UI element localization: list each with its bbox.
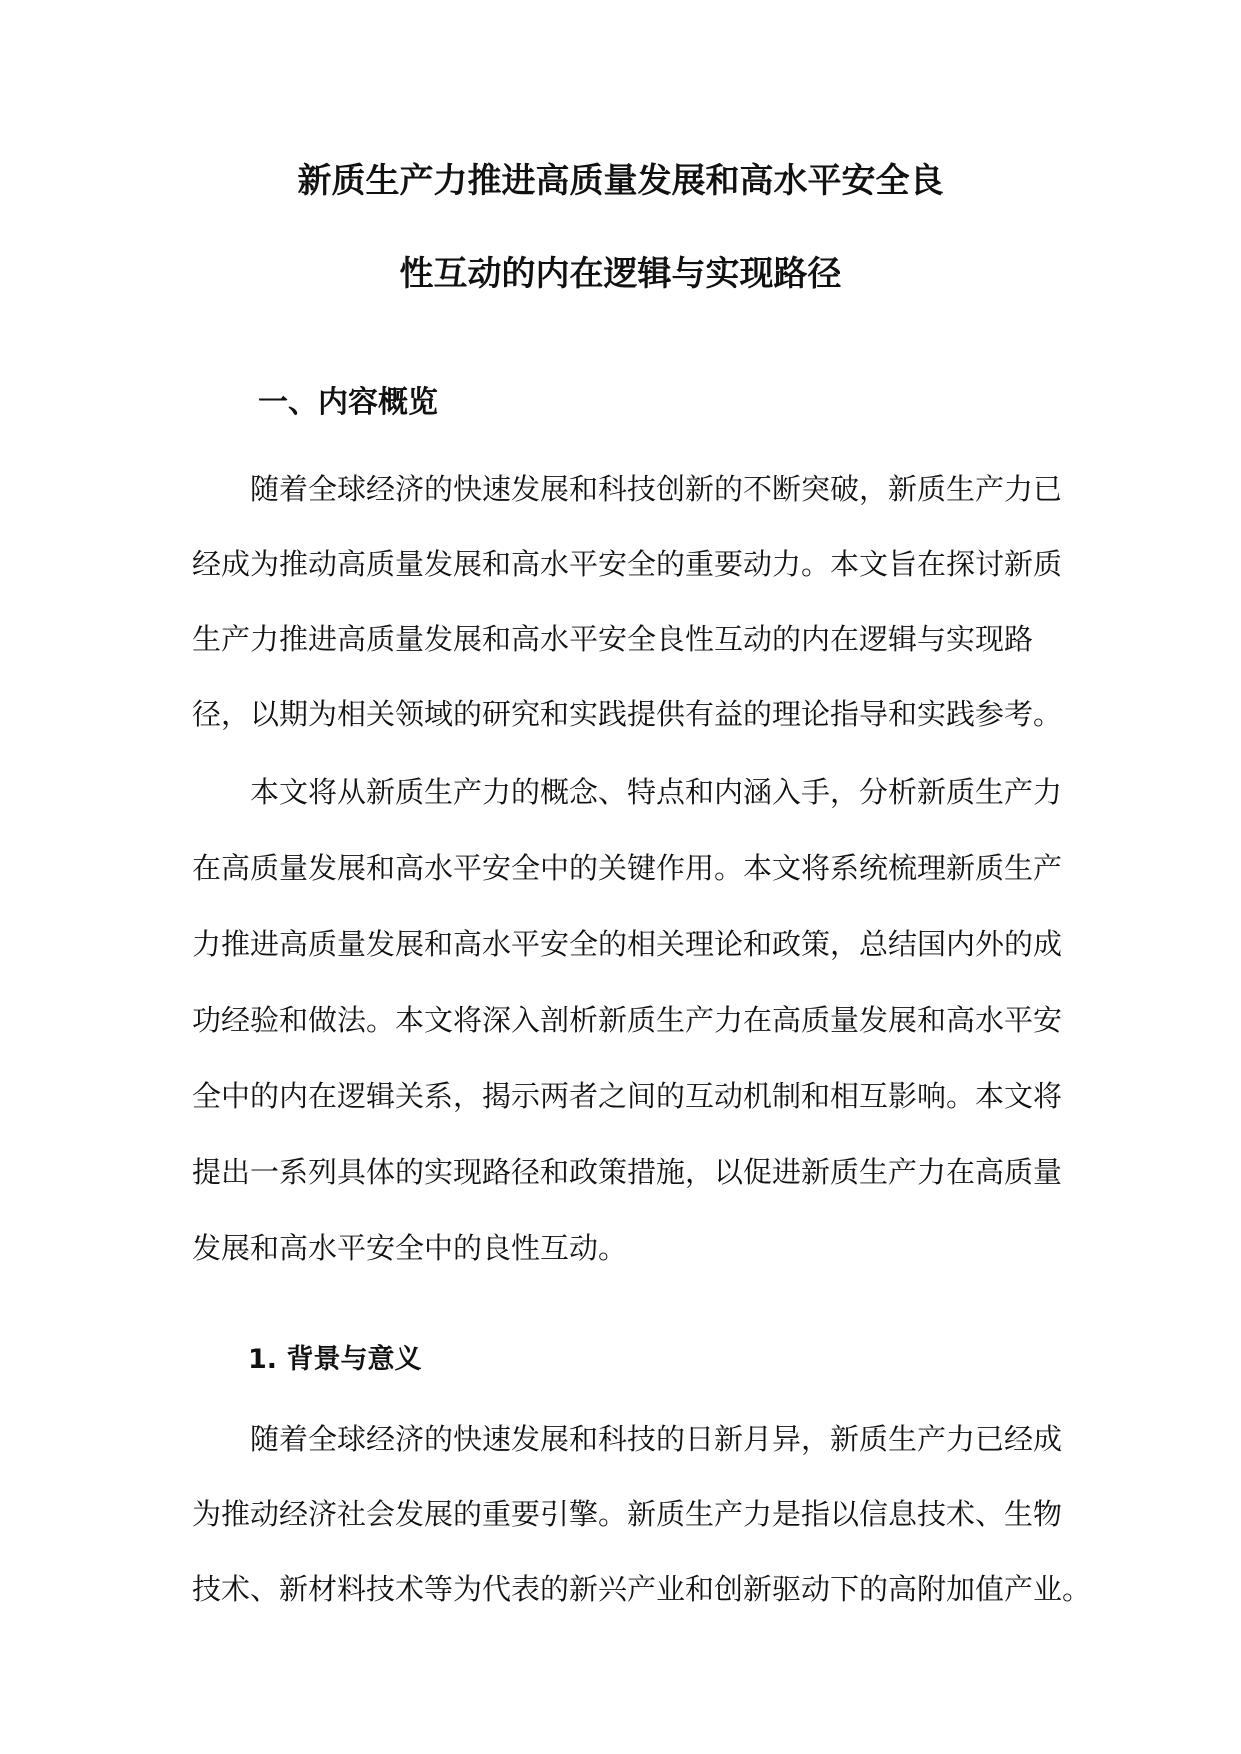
paragraph-line: 经成为推动高质量发展和高水平安全的重要动力。本文旨在探讨新质	[192, 547, 1063, 581]
document-title-line-2: 性互动的内在逻辑与实现路径	[399, 254, 842, 294]
subsection-heading: 1. 背景与意义	[248, 1344, 422, 1375]
document-title-line-1: 新质生产力推进高质量发展和高水平安全良	[297, 161, 944, 201]
paragraph-line: 在高质量发展和高水平安全中的关键作用。本文将系统梳理新质生产	[192, 851, 1063, 885]
paragraph-line: 全中的内在逻辑关系，揭示两者之间的互动机制和相互影响。本文将	[192, 1079, 1063, 1113]
section-heading: 一、内容概览	[258, 385, 438, 420]
paragraph-line: 发展和高水平安全中的良性互动。	[192, 1231, 628, 1265]
paragraph-line: 生产力推进高质量发展和高水平安全良性互动的内在逻辑与实现路	[192, 622, 1034, 656]
paragraph-line: 随着全球经济的快速发展和科技的日新月异，新质生产力已经成	[250, 1422, 1063, 1456]
paragraph-line: 技术、新材料技术等为代表的新兴产业和创新驱动下的高附加值产业。	[192, 1572, 1092, 1606]
paragraph-line: 力推进高质量发展和高水平安全的相关理论和政策，总结国内外的成	[192, 927, 1063, 961]
paragraph-line: 提出一系列具体的实现路径和政策措施，以促进新质生产力在高质量	[192, 1155, 1063, 1189]
paragraph-line: 随着全球经济的快速发展和科技创新的不断突破，新质生产力已	[250, 472, 1063, 506]
paragraph-line: 径，以期为相关领域的研究和实践提供有益的理论指导和实践参考。	[192, 697, 1063, 731]
paragraph-line: 为推动经济社会发展的重要引擎。新质生产力是指以信息技术、生物	[192, 1497, 1063, 1531]
paragraph-line: 本文将从新质生产力的概念、特点和内涵入手，分析新质生产力	[250, 775, 1063, 809]
paragraph-line: 功经验和做法。本文将深入剖析新质生产力在高质量发展和高水平安	[192, 1003, 1063, 1037]
